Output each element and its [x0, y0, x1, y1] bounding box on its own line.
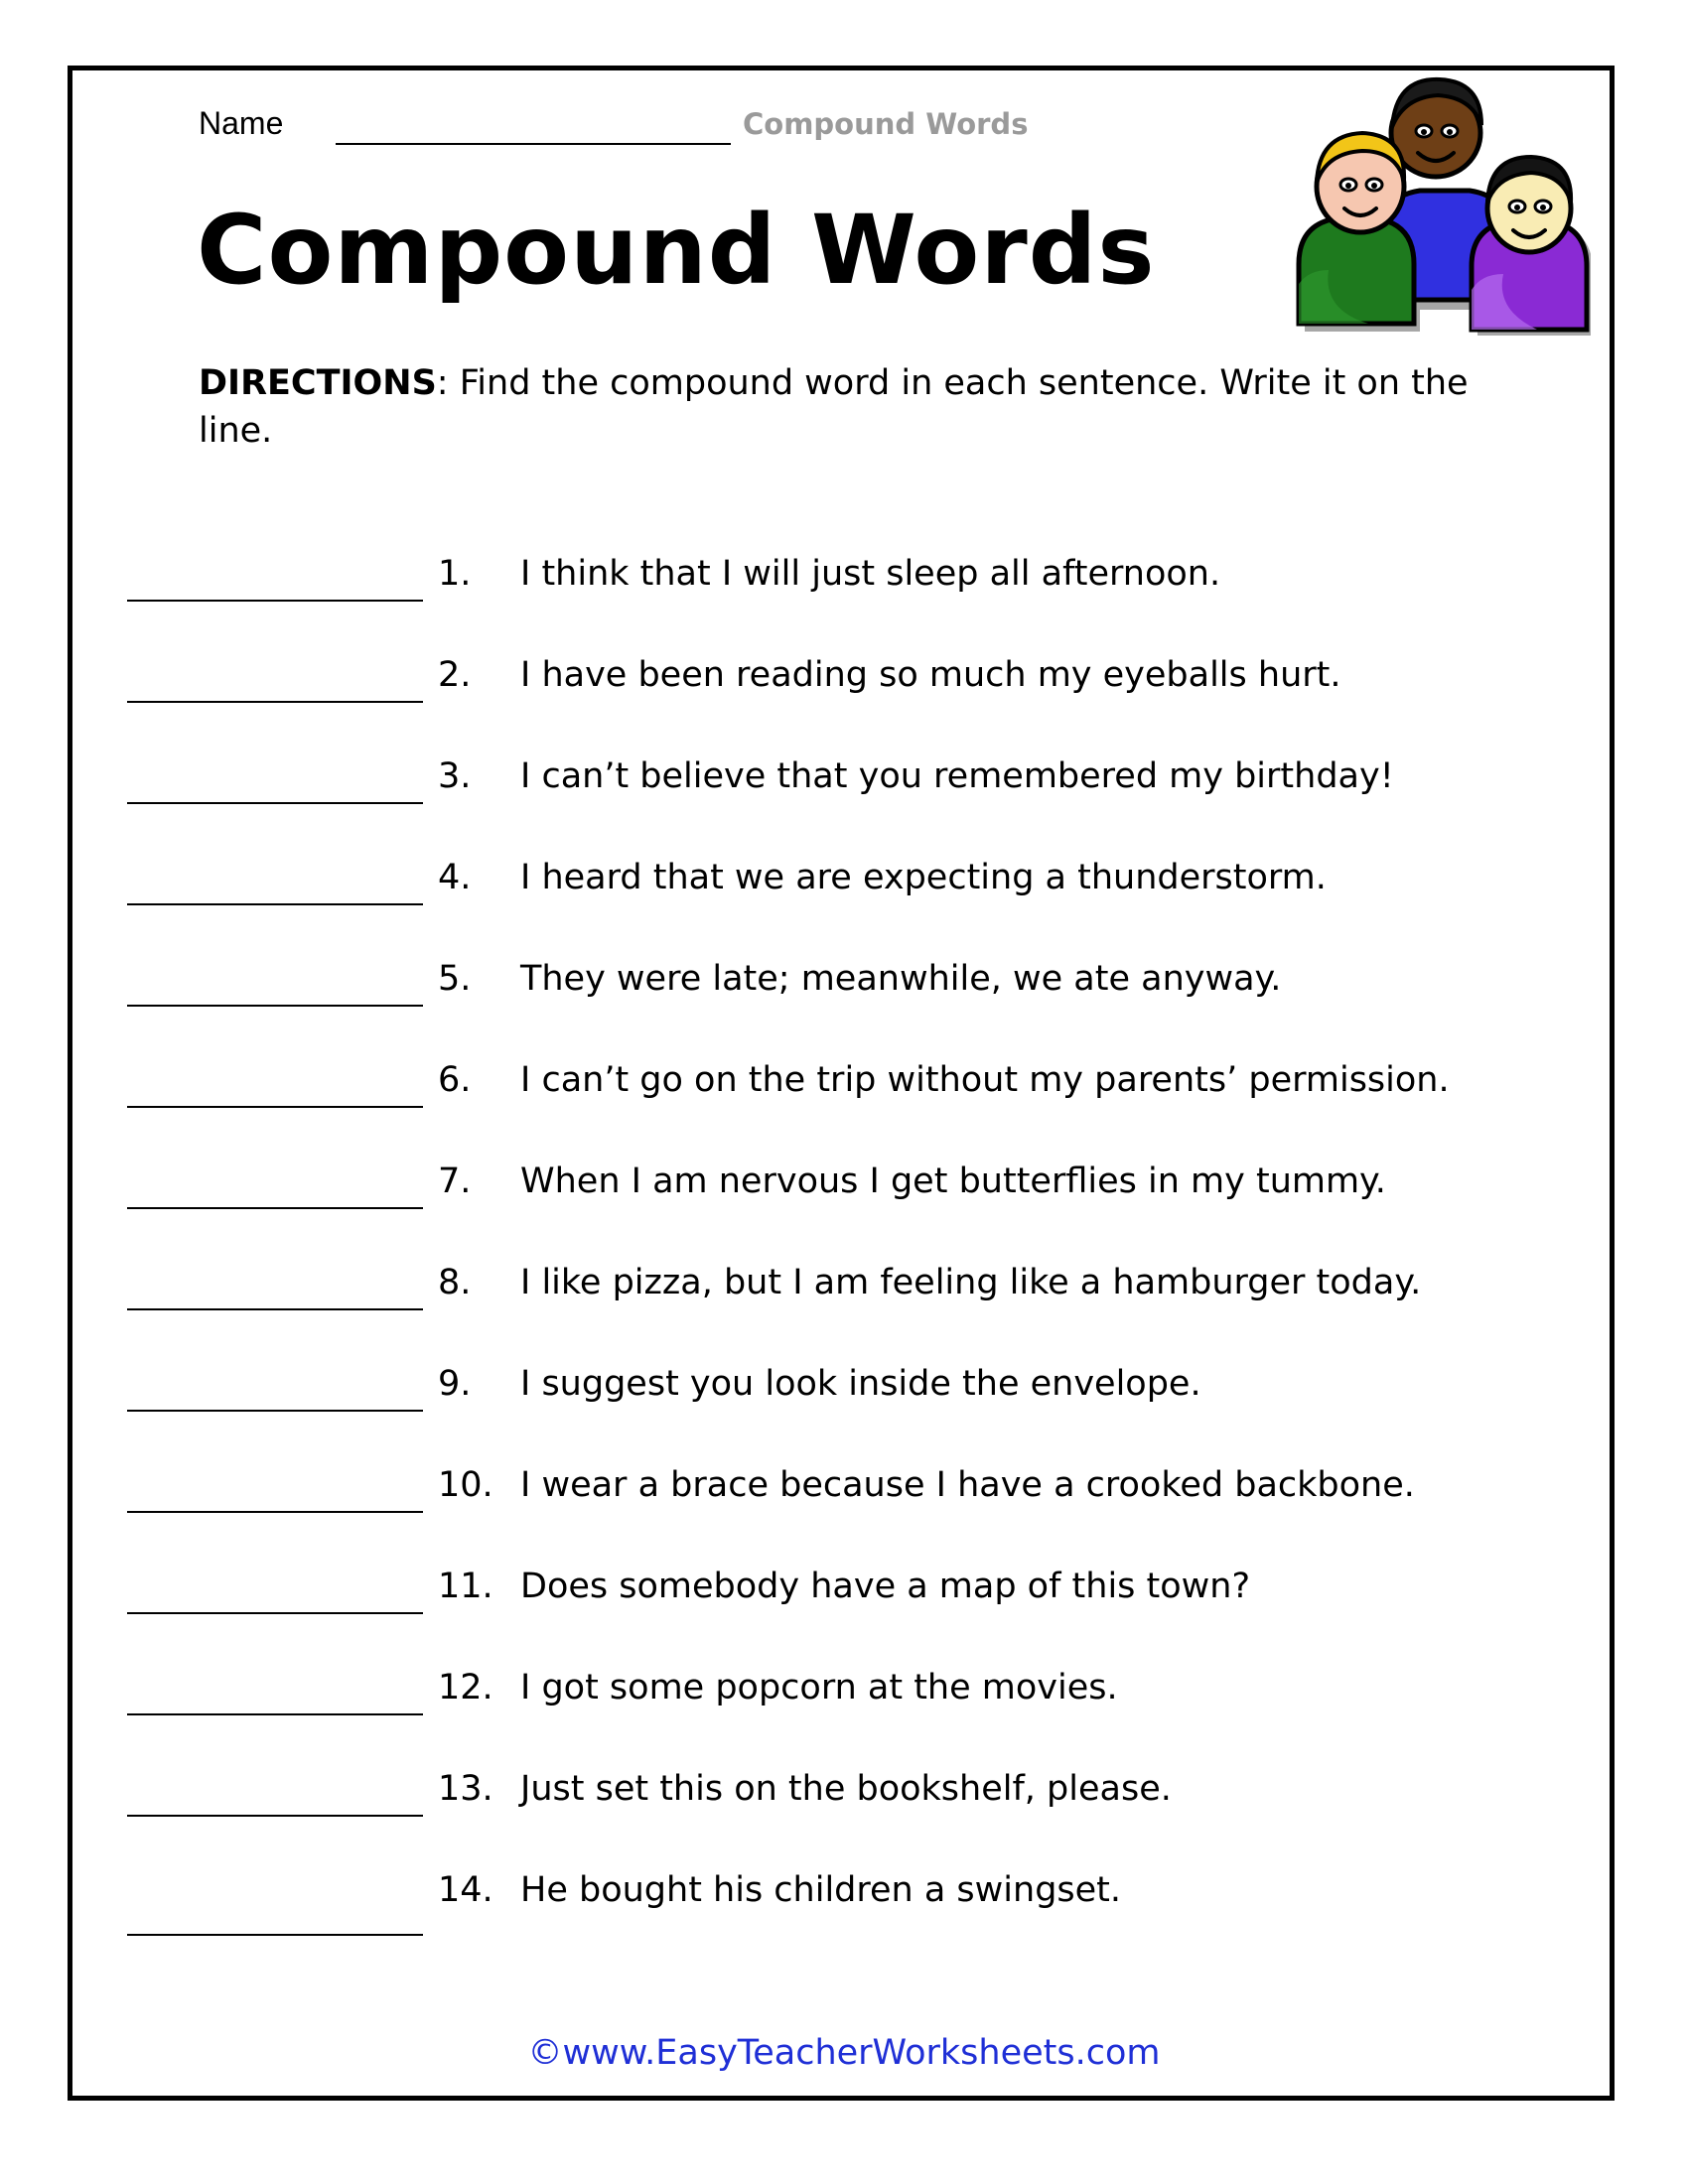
question-text: Just set this on the bookshelf, please.	[520, 1769, 1172, 1809]
footer-copyright-link[interactable]: ©www.EasyTeacherWorksheets.com	[527, 2033, 1161, 2073]
answer-line[interactable]	[127, 1713, 423, 1715]
answer-line[interactable]	[127, 903, 423, 905]
question-item-11	[0, 1565, 1688, 1624]
question-number: 11.	[438, 1567, 493, 1606]
question-item-13	[0, 1767, 1688, 1827]
answer-line[interactable]	[127, 1934, 423, 1936]
question-number: 4.	[438, 858, 472, 897]
question-item-10	[0, 1463, 1688, 1523]
question-number: 6.	[438, 1060, 472, 1100]
question-number: 2.	[438, 655, 472, 695]
question-item-8	[0, 1261, 1688, 1320]
answer-line[interactable]	[127, 701, 423, 703]
directions-label: DIRECTIONS	[199, 363, 437, 403]
question-text: I can’t go on the trip without my parents’ permission.	[520, 1060, 1450, 1100]
question-number: 8.	[438, 1263, 472, 1302]
name-label: Name	[199, 105, 284, 141]
question-text: When I am nervous I get butterflies in my tummy.	[520, 1161, 1386, 1201]
question-number: 10.	[438, 1465, 493, 1505]
question-item-9	[0, 1362, 1688, 1422]
answer-line[interactable]	[127, 1612, 423, 1614]
answer-line[interactable]	[127, 1511, 423, 1513]
answer-line[interactable]	[127, 802, 423, 804]
question-text: I suggest you look inside the envelope.	[520, 1364, 1201, 1404]
question-text: He bought his children a swingset.	[520, 1870, 1122, 1910]
question-text: I think that I will just sleep all afternoon.	[520, 554, 1221, 594]
question-text: I got some popcorn at the movies.	[520, 1668, 1118, 1707]
question-item-3	[0, 754, 1688, 814]
question-number: 14.	[438, 1870, 493, 1910]
question-number: 9.	[438, 1364, 472, 1404]
question-item-1	[0, 552, 1688, 612]
answer-line[interactable]	[127, 1106, 423, 1108]
question-number: 7.	[438, 1161, 472, 1201]
question-text: I can’t believe that you remembered my birthday!	[520, 756, 1394, 796]
question-text: I like pizza, but I am feeling like a hamburger today.	[520, 1263, 1422, 1302]
question-item-14	[0, 1868, 1688, 1928]
question-text: Does somebody have a map of this town?	[520, 1567, 1251, 1606]
question-text: I heard that we are expecting a thunderstorm.	[520, 858, 1327, 897]
question-item-7	[0, 1160, 1688, 1219]
question-item-5	[0, 957, 1688, 1017]
question-number: 1.	[438, 554, 472, 594]
question-number: 3.	[438, 756, 472, 796]
question-number: 13.	[438, 1769, 493, 1809]
question-text: I have been reading so much my eyeballs hurt.	[520, 655, 1341, 695]
answer-line[interactable]	[127, 1005, 423, 1007]
question-number: 12.	[438, 1668, 493, 1707]
question-item-2	[0, 653, 1688, 713]
answer-line[interactable]	[127, 1815, 423, 1817]
question-item-12	[0, 1666, 1688, 1725]
answer-line[interactable]	[127, 1207, 423, 1209]
page-title: Compound Words	[197, 195, 1156, 306]
directions-text: : Find the compound word in each sentence. Write it on the line.	[199, 363, 1469, 451]
question-item-4	[0, 856, 1688, 915]
answer-line[interactable]	[127, 1308, 423, 1310]
answer-line[interactable]	[127, 1410, 423, 1412]
question-item-6	[0, 1058, 1688, 1118]
question-number: 5.	[438, 959, 472, 999]
answer-line[interactable]	[127, 600, 423, 602]
question-text: I wear a brace because I have a crooked backbone.	[520, 1465, 1415, 1505]
question-text: They were late; meanwhile, we ate anyway.	[520, 959, 1282, 999]
header-subject: Compound Words	[743, 107, 1029, 141]
